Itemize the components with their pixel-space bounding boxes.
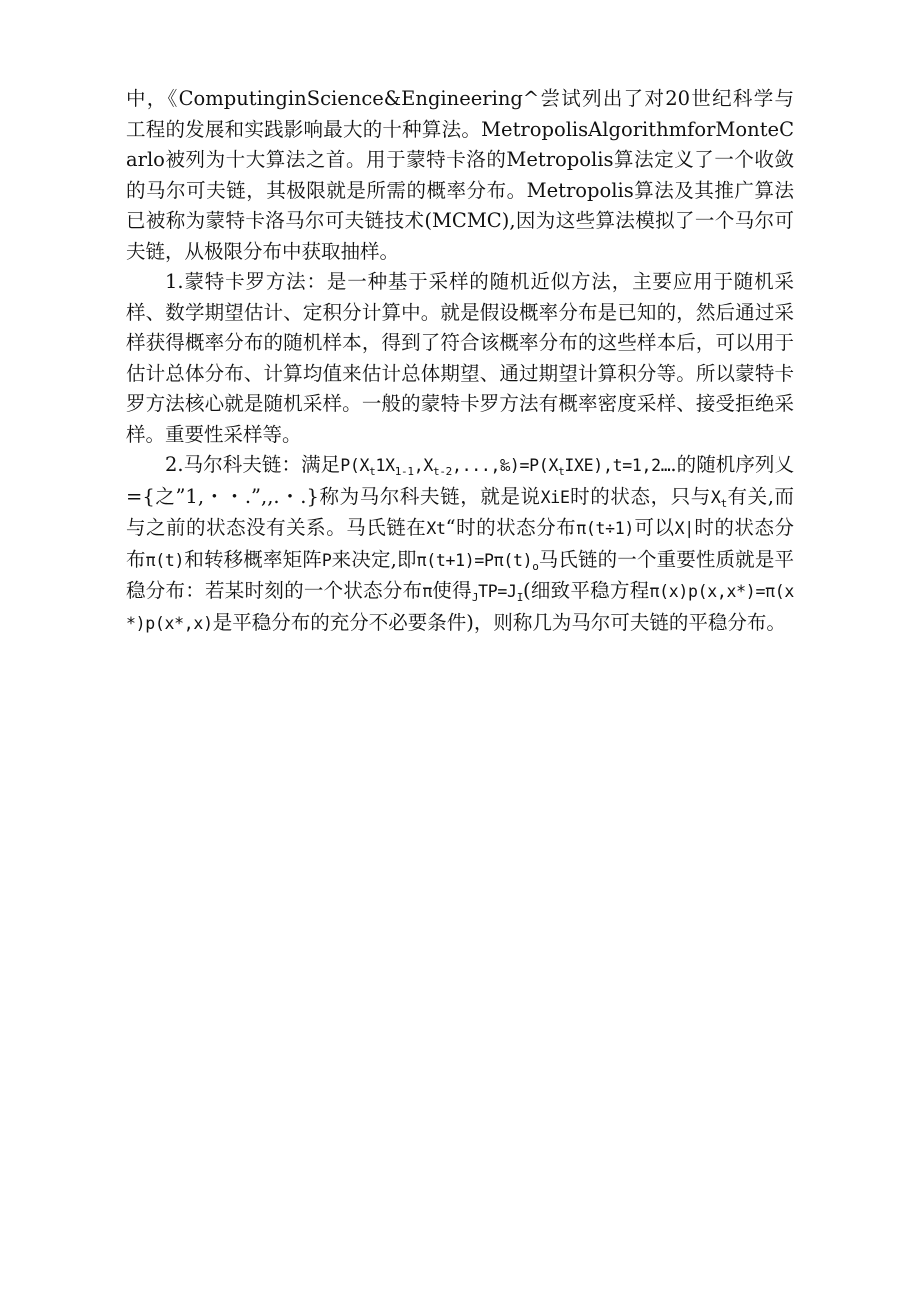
markov-text: 2.马尔科夫链：满足 <box>165 453 341 476</box>
inline-math: Xt <box>426 519 446 538</box>
markov-text: 和转移概率矩阵 <box>184 547 322 571</box>
markov-text: .的随机序列乂={之”1,・・.”,,.・.}称为马尔科夫链，就是说 <box>126 453 794 508</box>
markov-text: (细致平稳方程 <box>523 579 650 602</box>
paragraph-monte-carlo: 1.蒙特卡罗方法：是一种基于采样的随机近似方法，主要应用于随机采样、数学期望估计、定积分计算中。就是假设概率分布是已知的，然后通过采样获得概率分布的随机样本，得到了符合该概率分布的这些样本后，可以用于估计总体分布、计算均值来估计总体期望、通过期望计算积分等。所以蒙特卡罗方法核心就是随机采样。一般的蒙特卡罗方法有概率密度采样、接受拒绝采样。重要性采样等。 <box>126 270 794 446</box>
markov-text: 可以 <box>634 516 675 539</box>
markov-text: 时的状态，只与 <box>569 484 711 508</box>
markov-text: 使得 <box>432 579 472 602</box>
markov-text: 来决定,即 <box>331 547 417 571</box>
paragraph-markov-chain <box>126 450 794 639</box>
markov-text: 有关,而与之前的状态没有关系。马氏链在 <box>126 484 795 539</box>
inline-math: $_JTP=J_I$ <box>471 582 524 604</box>
inline-math: $\pi(t+1)=P\pi(t)_o$ <box>416 550 539 573</box>
formula-detailed-balance: π(x)p(x,x*)=π(x*)p(x*,x) <box>126 582 794 633</box>
paragraph-intro: 中，《ComputinginScience&Engineering^尝试列出了对20世纪科学与工程的发展和实践影响最大的十种算法。MetropolisAlgorithmforMonteCarlo被列为十大算法之首。用于蒙特卡洛的Metropolis算法定义了一个收敛的马尔可夫链，其极限就是所需的概率分布。Metropolis算法及其推广算法已被称为蒙特卡洛马尔可夫链技术(MCMC),因为这些算法模拟了一个马尔可夫链，从极限分布中获取抽样。 <box>126 87 794 263</box>
inline-math: $X_t$ <box>710 487 727 510</box>
inline-math: P <box>321 550 332 570</box>
markov-text: “时的状态分布 <box>445 516 577 539</box>
inline-math: X| <box>674 519 694 538</box>
markov-text: 马氏链的一个重要性质就是平稳分布：若某时刻的一个状态分布 <box>126 547 794 602</box>
inline-math: π <box>422 582 433 601</box>
markov-text: 是平稳分布的充分不必要条件)，则称几为马尔可夫链的平稳分布。 <box>212 610 786 634</box>
markov-text: 时的状态分布 <box>126 516 794 571</box>
inline-math: π(t÷1) <box>576 519 635 538</box>
inline-math: XiE <box>540 487 570 507</box>
inline-math: π(t) <box>145 550 185 570</box>
formula-conditional-prob: $P(X_t1X_{1-1},X_{t-2},...,‰)=P(X_tIXE),t=1,2\dots$ <box>340 456 671 478</box>
